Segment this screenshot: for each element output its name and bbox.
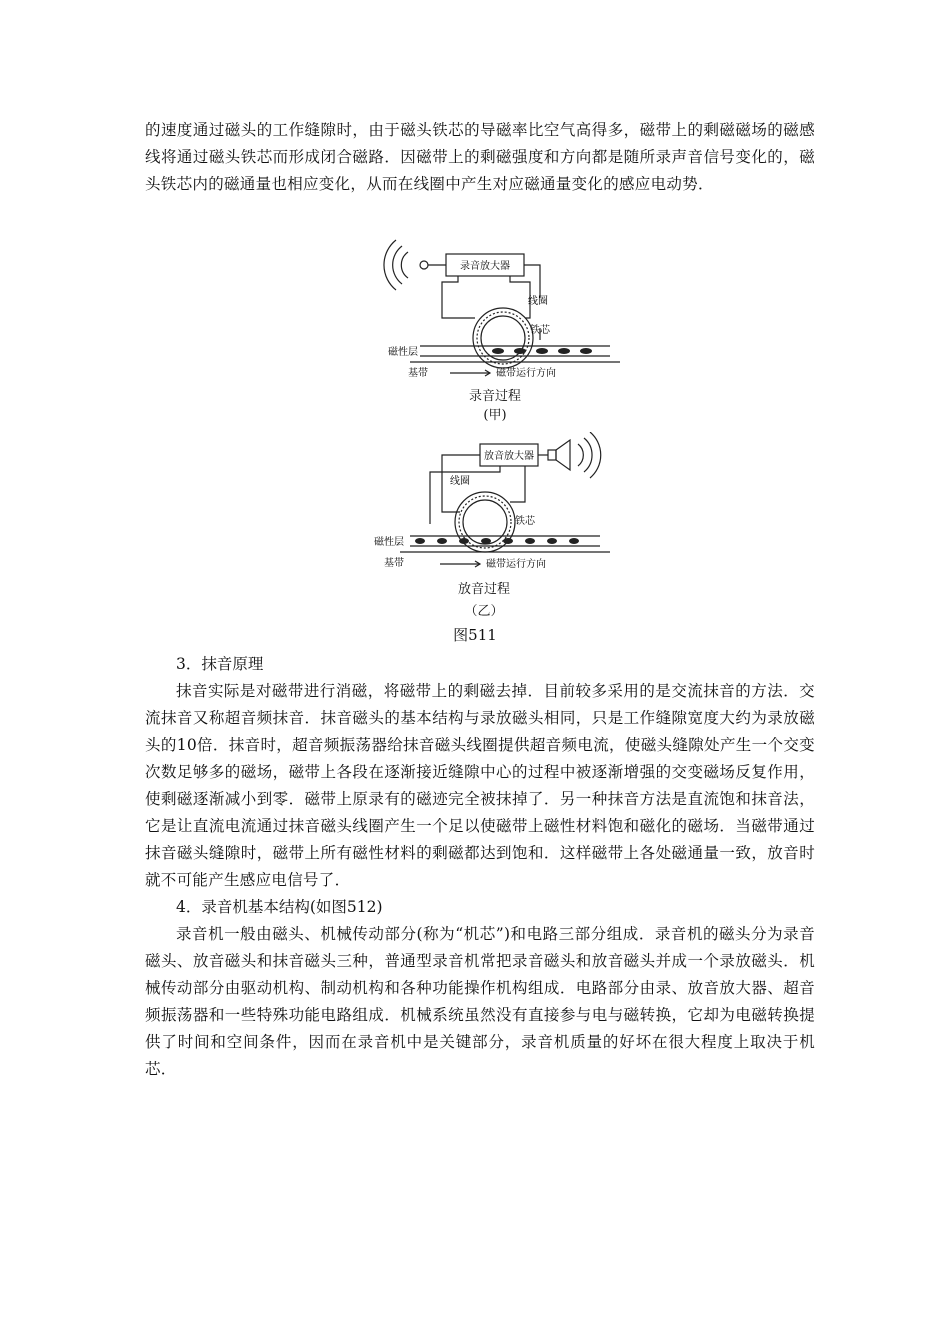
base-label: 基带 — [408, 368, 428, 379]
section-4-heading: 4．录音机基本结构(如图512) — [176, 898, 383, 916]
speaker-icon — [548, 450, 556, 460]
recording-diagram — [380, 238, 630, 383]
coil-label: 线圈 — [528, 296, 548, 307]
section-3-body: 抹音实际是对磁带进行消磁，将磁带上的剩磁去掉．目前较多采用的是交流抹音的方法．交流抹音又称超音频抹音．抹音磁头的基本结构与录放磁头相同，只是工作缝隙宽度大约为录放磁头的10倍．抹音时，超音频振荡器给抹音磁头线圈提供超音频电流，使磁头缝隙处产生一个交变次数足够多的磁场，磁带上各段在逐渐接近缝隙中心的过程中被逐渐增强的交变磁场反复作用，使剩磁逐渐减小到零．磁带上原录有的磁迹完全被抹掉了．另一种抹音方法是直流饱和抹音法，它是让直流电流通过抹音磁头线圈产生一个足以使磁带上磁性材料饱和磁化的磁场．当磁带通过抹音磁头缝隙时，磁带上所有磁性材料的剩磁都达到饱和．这样磁带上各处磁通量一致，放音时就不可能产生感应电信号了． — [145, 682, 815, 889]
intro-paragraph: 的速度通过磁头的工作缝隙时，由于磁头铁芯的导磁率比空气高得多，磁带上的剩磁磁场的磁感线将通过磁头铁芯而形成闭合磁路．因磁带上的剩磁强度和方向都是随所录声音信号变化的，磁头铁芯内的磁通量也相应变化，从而在线圈中产生对应磁通量变化的感应电动势． — [145, 121, 815, 193]
figure-label: 图511 — [453, 626, 497, 644]
direction-label: 磁带运行方向 — [496, 368, 556, 379]
playback-diagram — [370, 432, 620, 577]
amplifier-label: 录音放大器 — [460, 261, 510, 272]
sound-wave-icon — [401, 252, 408, 278]
section-3-heading: 3．抹音原理 — [176, 655, 264, 673]
magnetic-layer-label: 磁性层 — [374, 537, 404, 548]
microphone-icon — [420, 261, 428, 269]
section-4-body: 录音机一般由磁头、机械传动部分(称为“机芯”)和电路三部分组成．录音机的磁头分为录音磁头、放音磁头和抹音磁头三种，普通型录音机常把录音磁头和放音磁头并成一个录放磁头．机械传动部分由驱动机构、制动机构和各种功能操作机构组成．电路部分由录、放音放大器、超音频振荡器和一些特殊功能电路组成．机械系统虽然没有直接参与电与磁转换，它却为电磁转换提供了时间和空间条件，因而在录音机中是关键部分，录音机质量的好坏在很大程度上取决于机芯． — [145, 925, 815, 1078]
base-label: 基带 — [384, 558, 404, 569]
figure-b-sub: （乙） — [464, 604, 504, 619]
coil-label: 线圈 — [450, 476, 470, 487]
amplifier-label: 放音放大器 — [484, 451, 534, 462]
direction-label: 磁带运行方向 — [486, 559, 546, 570]
figure-a-caption: 录音过程 — [468, 389, 521, 404]
core-label: 铁芯 — [515, 516, 535, 527]
core-label: 铁芯 — [530, 325, 550, 336]
figure-b-caption: 放音过程 — [457, 582, 510, 597]
magnetic-layer-label: 磁性层 — [388, 347, 418, 358]
figure-a-sub: (甲) — [483, 408, 507, 423]
